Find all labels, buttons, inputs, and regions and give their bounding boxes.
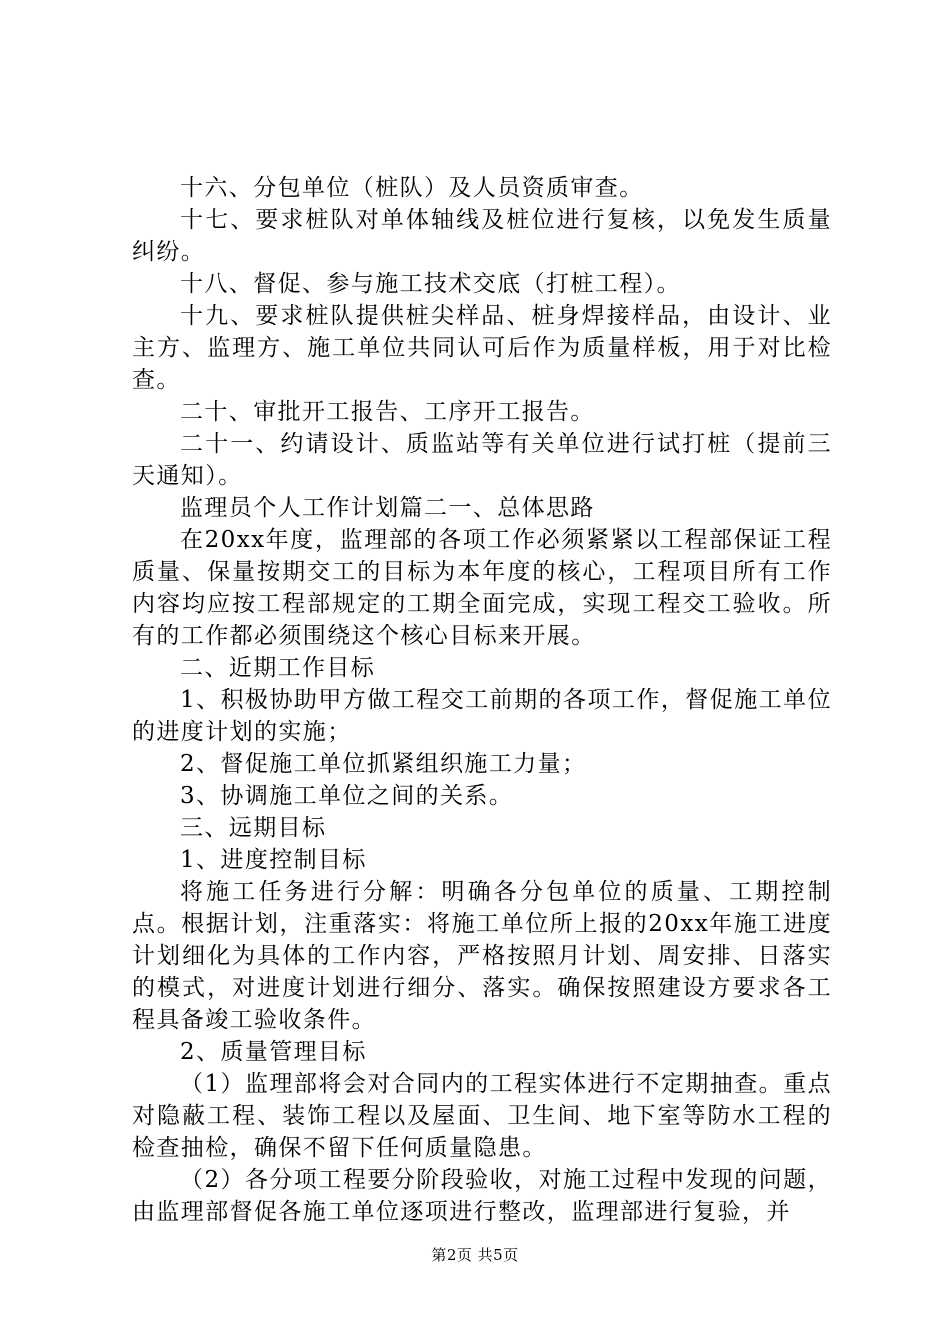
list-item: （2）各分项工程要分阶段验收，对施工过程中发现的问题，由监理部督促各施工单位逐项进行整改，监理部进行复验，并 xyxy=(132,1167,832,1225)
paragraph: 十八、督促、参与施工技术交底（打桩工程）。 xyxy=(180,271,681,297)
list-item: 1、积极协助甲方做工程交工前期的各项工作，督促施工单位的进度计划的实施； xyxy=(132,687,832,745)
paragraph: 二十、审批开工报告、工序开工报告。 xyxy=(180,399,595,425)
section-heading: 三、远期目标 xyxy=(180,815,327,841)
paragraph: 十七、要求桩队对单体轴线及桩位进行复核，以免发生质量纠纷。 xyxy=(132,207,832,265)
paragraph: 二十一、约请设计、质监站等有关单位进行试打桩（提前三天通知）。 xyxy=(132,431,832,489)
document-body xyxy=(132,172,832,1228)
paragraph: 十六、分包单位（桩队）及人员资质审查。 xyxy=(180,175,644,201)
section-heading: 二、近期工作目标 xyxy=(180,655,376,681)
section-heading: 监理员个人工作计划篇二一、总体思路 xyxy=(180,495,595,521)
subsection-heading: 1、进度控制目标 xyxy=(180,847,367,873)
paragraph: 十九、要求桩队提供桩尖样品、桩身焊接样品，由设计、业主方、监理方、施工单位共同认可后作为质量样板，用于对比检查。 xyxy=(132,303,832,393)
paragraph: 将施工任务进行分解：明确各分包单位的质量、工期控制点。根据计划，注重落实：将施工单位所上报的20xx年施工进度计划细化为具体的工作内容，严格按照月计划、周安排、日落实的模式，对进度计划进行细分、落实。确保按照建设方要求各工程具备竣工验收条件。 xyxy=(132,879,832,1033)
subsection-heading: 2、质量管理目标 xyxy=(180,1039,367,1065)
page-number: 第2页 共5页 xyxy=(431,1246,519,1264)
paragraph: 在20xx年度，监理部的各项工作必须紧紧以工程部保证工程质量、保量按期交工的目标为本年度的核心，工程项目所有工作内容均应按工程部规定的工期全面完成，实现工程交工验收。所有的工作都必须围绕这个核心目标来开展。 xyxy=(132,527,832,649)
list-item: 3、协调施工单位之间的关系。 xyxy=(180,783,514,809)
list-item: （1）监理部将会对合同内的工程实体进行不定期抽查。重点对隐蔽工程、装饰工程以及屋面、卫生间、地下室等防水工程的检查抽检，确保不留下任何质量隐患。 xyxy=(132,1071,832,1161)
page-footer xyxy=(0,1244,950,1265)
list-item: 2、督促施工单位抓紧组织施工力量； xyxy=(180,751,587,777)
